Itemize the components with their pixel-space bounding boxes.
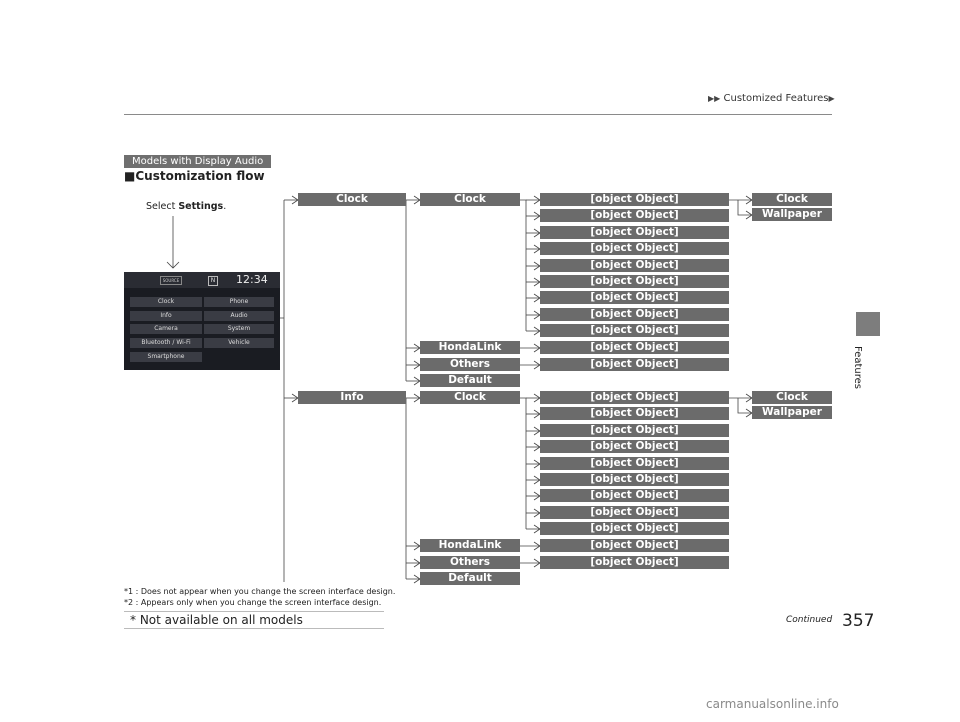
node-clock: Clock: [298, 193, 406, 206]
node-clock: Clock: [420, 391, 520, 404]
node-wallpaper: Wallpaper: [752, 208, 832, 221]
node-clock-adjustment: [object Object]: [540, 407, 729, 420]
node-hondalink: HondaLink: [420, 539, 520, 552]
node-overlay-clock-location: [object Object]: [540, 308, 729, 321]
screen-button-phone: Phone: [204, 297, 274, 307]
node-clock-reset: [object Object]: [540, 324, 729, 337]
node-info-screen-preference: [object Object]: [540, 556, 729, 569]
breadcrumb-end-arrow: ▶: [828, 94, 835, 103]
node-clock-wallpaper-type: [object Object]: [540, 193, 729, 206]
breadcrumb-text: Customized Features: [723, 93, 829, 104]
page-number: 357: [842, 611, 875, 631]
node-clock-format: [object Object]: [540, 275, 729, 288]
node-overlay-clock-location: [object Object]: [540, 506, 729, 519]
side-tab-label: Features: [852, 346, 863, 389]
node-clock-reset: [object Object]: [540, 522, 729, 535]
screen-button-system: System: [204, 324, 274, 334]
watermark: carmanualsonline.info: [706, 697, 839, 711]
source-button: SOURCE: [160, 276, 182, 285]
node-clock-display: [object Object]: [540, 291, 729, 304]
node-clock: Clock: [752, 391, 832, 404]
screen-button-bluetooth: Bluetooth / Wi-Fi: [130, 338, 202, 348]
node-diagnostic-location-data: [object Object]: [540, 341, 729, 354]
node-hondalink: HondaLink: [420, 341, 520, 354]
node-info-screen-preference: [object Object]: [540, 358, 729, 371]
screen-button-camera: Camera: [130, 324, 202, 334]
screen-button-audio: Audio: [204, 311, 274, 321]
node-clock-wallpaper-type: [object Object]: [540, 391, 729, 404]
breadcrumb-arrows: ▶▶: [708, 94, 721, 103]
select-prefix: Select: [146, 201, 176, 212]
node-clock-adjustment: [object Object]: [540, 209, 729, 222]
continued-label: Continued: [786, 615, 833, 625]
node-wallpaper: Wallpaper: [752, 406, 832, 419]
section-marker: ■: [124, 169, 136, 183]
node-manual-time-zone: [object Object]: [540, 440, 729, 453]
screen-time: 12:34: [236, 273, 268, 286]
node-default: Default: [420, 572, 520, 585]
screen-button-info: Info: [130, 311, 202, 321]
screen-button-smartphone: Smartphone: [130, 352, 202, 362]
node-others: Others: [420, 358, 520, 371]
node-default: Default: [420, 374, 520, 387]
node-auto-daylight-saving-time: [object Object]: [540, 259, 729, 272]
footnote-2: *2 : Appears only when you change the screen interface design.: [124, 598, 382, 607]
screen-button-vehicle: Vehicle: [204, 338, 274, 348]
screen-button-clock: Clock: [130, 297, 202, 307]
node-info: Info: [298, 391, 406, 404]
node-clock: Clock: [420, 193, 520, 206]
gear-indicator: N: [208, 276, 218, 286]
node-auto-daylight-saving-time: [object Object]: [540, 457, 729, 470]
node-clock: Clock: [752, 193, 832, 206]
node-diagnostic-location-data: [object Object]: [540, 539, 729, 552]
node-auto-time-zone: [object Object]: [540, 226, 729, 239]
models-badge: Models with Display Audio: [124, 155, 271, 168]
node-clock-display: [object Object]: [540, 489, 729, 502]
section-title-text: Customization flow: [135, 169, 265, 183]
root-trunk: [280, 200, 284, 582]
select-suffix: .: [223, 201, 227, 212]
node-manual-time-zone: [object Object]: [540, 242, 729, 255]
node-others: Others: [420, 556, 520, 569]
node-auto-time-zone: [object Object]: [540, 424, 729, 437]
node-clock-format: [object Object]: [540, 473, 729, 486]
availability-note: [124, 611, 384, 629]
availability-note-text: * Not available on all models: [130, 613, 303, 627]
footnote-1: *1 : Does not appear when you change the screen interface design.: [124, 587, 396, 596]
select-settings: Settings: [178, 201, 224, 212]
